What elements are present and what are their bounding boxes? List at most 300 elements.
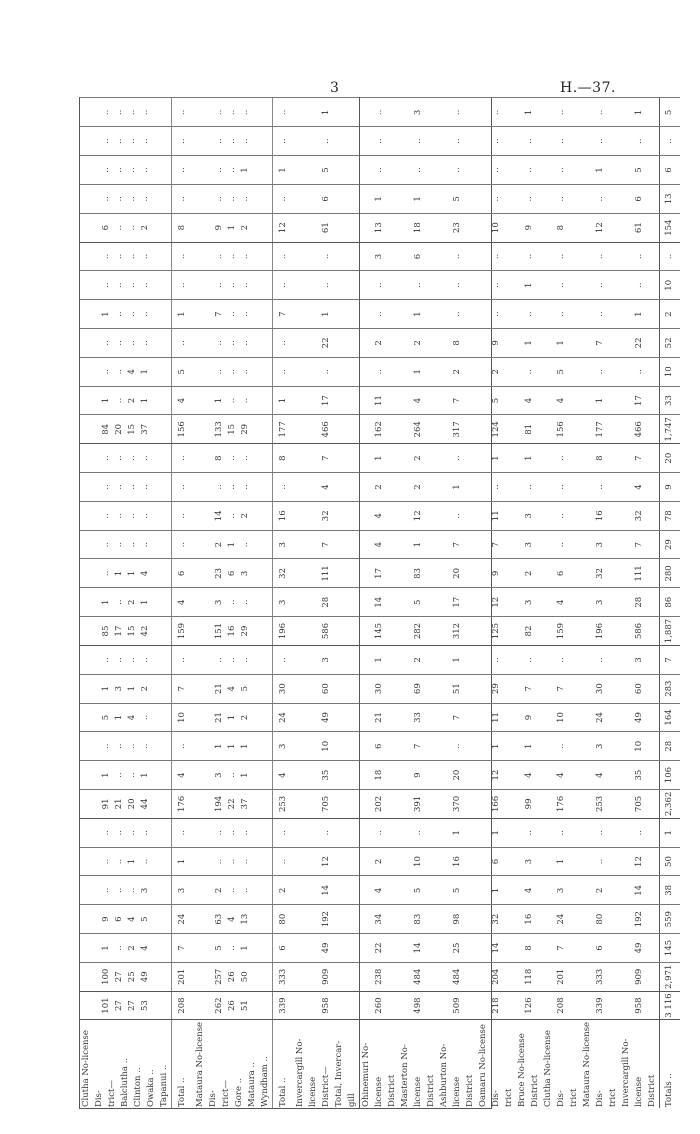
row-label: Bruce No-license District — [516, 1020, 542, 1108]
row-label: Clutha No-license Dis- trict— Balclutha .. Clinton .. Owaka .. Tapanui .. — [80, 1020, 172, 1108]
table-cell: 166 — [477, 790, 516, 819]
table-cell: 3 — [542, 876, 581, 905]
table-cell: 176 — [172, 790, 194, 819]
table-cell: 10 — [620, 732, 660, 761]
table-cell: 30 — [272, 674, 294, 703]
table-cell: .. — [477, 300, 516, 329]
table-cell: .. 1 1 4 — [80, 559, 172, 588]
table-cell: 2 — [399, 444, 438, 473]
table-cell: 14 — [360, 588, 400, 617]
table-cell: 12 — [620, 847, 660, 876]
table-cell: .. .. .. — [194, 271, 273, 300]
table-cell: .. — [581, 818, 620, 847]
table-cell: .. — [581, 645, 620, 674]
table-cell: 7 — [581, 329, 620, 358]
table-cell: 1 — [172, 847, 194, 876]
table-cell: .. — [516, 818, 542, 847]
table-cell: 20 — [438, 761, 477, 790]
table-cell: 6 — [542, 559, 581, 588]
table-cell: .. — [172, 645, 194, 674]
table-cell: 280 — [660, 559, 680, 588]
table-cell: 586 — [294, 617, 360, 646]
table-cell: 4 — [272, 761, 294, 790]
table-cell: .. .. .. .. — [80, 127, 172, 156]
table-cell: .. — [542, 184, 581, 213]
table-cell: 7 — [172, 674, 194, 703]
table-row — [294, 98, 360, 1108]
table-cell: 1 — [542, 847, 581, 876]
table-cell: 61 — [620, 213, 660, 242]
table-cell: 7 — [542, 674, 581, 703]
table-cell: 22 — [294, 329, 360, 358]
table-cell: 7 — [620, 530, 660, 559]
table-cell: 7 .. .. — [194, 300, 273, 329]
table-cell: .. — [399, 818, 438, 847]
table-cell: 333 — [272, 962, 294, 991]
table-cell: 1 1 1 — [194, 732, 273, 761]
table-cell: .. — [172, 271, 194, 300]
table-cell: 1 — [516, 98, 542, 127]
table-cell: 7 — [172, 934, 194, 963]
table-cell: 466 — [294, 415, 360, 444]
table-cell: 1 3 1 2 — [80, 674, 172, 703]
table-cell: 99 — [516, 790, 542, 819]
table-cell: .. — [477, 473, 516, 502]
statistics-table — [80, 98, 680, 1109]
table-cell: .. — [272, 818, 294, 847]
table-cell: 32 — [581, 559, 620, 588]
table-cell: .. .. .. .. — [80, 329, 172, 358]
table-cell: 4 — [172, 588, 194, 617]
table-cell: 484 — [399, 962, 438, 991]
table-cell: 32 — [477, 905, 516, 934]
table-cell: 2 — [272, 876, 294, 905]
table-cell: .. — [516, 127, 542, 156]
table-cell: 586 — [620, 617, 660, 646]
table-cell: 4 — [542, 588, 581, 617]
table-cell: 10 — [399, 847, 438, 876]
table-cell: 7 — [542, 934, 581, 963]
table-cell: 4 — [581, 761, 620, 790]
row-label: Totals .. — [660, 1020, 680, 1108]
table-cell: 28 — [294, 588, 360, 617]
table-cell: 29 — [660, 530, 680, 559]
table-cell: 3 .. .. — [194, 588, 273, 617]
table-cell: 11 — [477, 703, 516, 732]
table-cell: 20 — [660, 444, 680, 473]
table-cell: 4 — [516, 386, 542, 415]
table-cell: 49 — [294, 934, 360, 963]
table-cell: 49 — [620, 934, 660, 963]
table-cell: 16 — [272, 501, 294, 530]
table-cell: .. — [542, 242, 581, 271]
table-cell: 69 — [399, 674, 438, 703]
table-cell: 3 — [516, 588, 542, 617]
table-cell: .. — [581, 271, 620, 300]
table-row — [581, 98, 620, 1108]
table-row — [660, 98, 680, 1108]
table-cell: 22 — [360, 934, 400, 963]
table-cell: .. — [542, 127, 581, 156]
table-cell: 202 — [360, 790, 400, 819]
table-cell: .. — [172, 818, 194, 847]
table-cell: .. — [272, 98, 294, 127]
table-cell: 3 — [172, 876, 194, 905]
table-cell: .. — [294, 818, 360, 847]
table-cell: 101 27 27 53 — [80, 991, 172, 1020]
table-cell: 2 .. .. — [194, 876, 273, 905]
table-cell: .. .. .. — [194, 473, 273, 502]
table-cell: 162 — [360, 415, 400, 444]
table-cell: 1 — [516, 732, 542, 761]
table-cell: 1 — [477, 818, 516, 847]
table-cell: .. — [542, 98, 581, 127]
table-cell: .. — [542, 732, 581, 761]
table-cell: 24 — [581, 703, 620, 732]
table-cell: .. .. .. .. — [80, 184, 172, 213]
table-cell: 38 — [660, 876, 680, 905]
table-cell: 9 1 2 — [194, 213, 273, 242]
table-cell: 118 — [516, 962, 542, 991]
table-cell: .. — [477, 127, 516, 156]
table-body — [80, 98, 680, 1108]
table-cell: 10 — [477, 213, 516, 242]
table-cell: 2 — [438, 357, 477, 386]
table-cell: 5 1 4 .. — [80, 703, 172, 732]
row-label: Masterton No-license District — [399, 1020, 438, 1108]
table-cell: 4 — [542, 761, 581, 790]
table-cell: .. — [360, 357, 400, 386]
table-cell: 85 17 15 42 — [80, 617, 172, 646]
table-cell: 1 .. 2 1 — [80, 386, 172, 415]
table-cell: 52 — [660, 329, 680, 358]
table-cell: .. .. .. .. — [80, 98, 172, 127]
table-cell: 312 — [438, 617, 477, 646]
table-cell: 257 26 50 — [194, 962, 273, 991]
table-cell: 2 — [399, 645, 438, 674]
table-cell: 253 — [581, 790, 620, 819]
table-cell: 238 — [360, 962, 400, 991]
table-cell: 1 — [272, 386, 294, 415]
table-cell: 1 — [477, 444, 516, 473]
table-cell: .. — [516, 473, 542, 502]
table-cell: 8 — [516, 934, 542, 963]
table-cell: 100 27 25 49 — [80, 962, 172, 991]
table-cell: 49 — [620, 703, 660, 732]
table-cell: 1 — [438, 473, 477, 502]
table-cell: 14 .. 2 — [194, 501, 273, 530]
table-cell: .. .. .. .. — [80, 818, 172, 847]
table-row — [194, 98, 273, 1108]
table-cell: 1,747 — [660, 415, 680, 444]
table-cell: .. — [542, 818, 581, 847]
table-cell: 151 16 29 — [194, 617, 273, 646]
table-cell: .. — [360, 156, 400, 185]
table-row — [80, 98, 172, 1108]
table-cell: .. — [477, 184, 516, 213]
table-cell: 32 — [620, 501, 660, 530]
table-cell: 28 — [660, 732, 680, 761]
table-cell: 5 — [438, 876, 477, 905]
table-cell: 176 — [542, 790, 581, 819]
table-cell: 14 — [620, 876, 660, 905]
table-cell: .. — [620, 818, 660, 847]
table-cell: 16 — [516, 905, 542, 934]
table-row — [438, 98, 477, 1108]
table-cell: 78 — [660, 501, 680, 530]
table-cell: 5 — [477, 386, 516, 415]
table-cell: 1 .. 2 4 — [80, 934, 172, 963]
table-cell: 159 — [172, 617, 194, 646]
table-cell: 1 — [516, 329, 542, 358]
table-cell: 4 — [360, 876, 400, 905]
table-cell: 6 — [272, 934, 294, 963]
table-cell: .. — [581, 242, 620, 271]
table-cell: 3 — [581, 732, 620, 761]
table-cell: 3 — [516, 530, 542, 559]
table-cell: 1 — [620, 300, 660, 329]
table-cell: .. .. .. — [194, 184, 273, 213]
table-cell: 264 — [399, 415, 438, 444]
row-label: Clutha No-license Dis- trict — [542, 1020, 581, 1108]
table-cell: 23 — [438, 213, 477, 242]
table-cell: 4 — [620, 473, 660, 502]
table-cell: 34 — [360, 905, 400, 934]
table-cell: 9 — [477, 329, 516, 358]
table-cell: 17 — [438, 588, 477, 617]
table-cell: .. — [516, 300, 542, 329]
rotated-table-container — [80, 98, 675, 1108]
table-cell: 192 — [294, 905, 360, 934]
table-cell: 12 — [477, 588, 516, 617]
table-cell: 17 — [620, 386, 660, 415]
table-cell: 4 — [172, 386, 194, 415]
table-cell: 3 — [360, 242, 400, 271]
table-cell: 2,971 — [660, 962, 680, 991]
table-cell: .. — [294, 271, 360, 300]
table-cell: 8 — [438, 329, 477, 358]
table-cell: 317 — [438, 415, 477, 444]
table-cell: 8 — [542, 213, 581, 242]
table-cell: .. — [360, 818, 400, 847]
table-cell: 208 — [542, 991, 581, 1020]
table-cell: .. — [516, 645, 542, 674]
table-cell: .. — [477, 645, 516, 674]
table-cell: 1 — [438, 818, 477, 847]
table-cell: .. — [438, 501, 477, 530]
table-cell: 10 — [660, 271, 680, 300]
table-cell: 32 — [272, 559, 294, 588]
table-cell: 10 — [172, 703, 194, 732]
table-cell: .. — [516, 357, 542, 386]
table-cell: .. — [516, 242, 542, 271]
table-cell: 208 — [172, 991, 194, 1020]
table-cell: 2 — [516, 559, 542, 588]
table-cell: 1 — [542, 329, 581, 358]
table-cell: 5 — [399, 876, 438, 905]
table-cell: 86 — [660, 588, 680, 617]
table-cell: .. — [516, 184, 542, 213]
table-cell: 1 — [360, 444, 400, 473]
table-cell: .. .. .. .. — [80, 473, 172, 502]
table-cell: 12 — [294, 847, 360, 876]
table-cell: 282 — [399, 617, 438, 646]
table-cell: .. — [438, 127, 477, 156]
table-cell: 14 — [399, 934, 438, 963]
table-cell: 16 — [581, 501, 620, 530]
table-cell: .. — [172, 156, 194, 185]
table-cell: .. — [620, 271, 660, 300]
table-cell: 8 .. .. — [194, 444, 273, 473]
table-cell: .. — [620, 357, 660, 386]
table-cell: 4 — [542, 386, 581, 415]
table-cell: .. — [542, 156, 581, 185]
table-cell: 3 — [272, 530, 294, 559]
table-cell: 8 — [172, 213, 194, 242]
table-cell: 201 — [542, 962, 581, 991]
table-cell: 60 — [620, 674, 660, 703]
table-cell: 2,362 — [660, 790, 680, 819]
table-cell: 32 — [294, 501, 360, 530]
table-cell: .. — [360, 127, 400, 156]
table-cell: 126 — [516, 991, 542, 1020]
table-cell: 339 — [272, 991, 294, 1020]
table-cell: 6 — [172, 559, 194, 588]
table-cell: 13 — [360, 213, 400, 242]
table-cell: 3 — [581, 530, 620, 559]
table-cell: 12 — [581, 213, 620, 242]
table-cell: 14 — [294, 876, 360, 905]
table-cell: 339 — [581, 991, 620, 1020]
table-cell: 509 — [438, 991, 477, 1020]
table-cell: 6 — [477, 847, 516, 876]
table-cell: 4 — [516, 876, 542, 905]
table-cell: 84 20 15 37 — [80, 415, 172, 444]
table-cell: .. — [294, 242, 360, 271]
table-cell: .. — [516, 156, 542, 185]
table-cell: .. — [172, 242, 194, 271]
table-cell: 4 — [399, 386, 438, 415]
table-cell: 17 — [360, 559, 400, 588]
table-cell: 196 — [272, 617, 294, 646]
table-row — [172, 98, 194, 1108]
table-cell: .. — [620, 127, 660, 156]
table-row — [620, 98, 660, 1108]
table-cell: 2 1 .. — [194, 530, 273, 559]
table-cell: 18 — [360, 761, 400, 790]
table-cell: .. .. .. .. — [80, 530, 172, 559]
table-cell: .. — [542, 530, 581, 559]
table-cell: 3 — [581, 588, 620, 617]
table-cell: 7 — [294, 444, 360, 473]
table-cell: 3 116 — [660, 991, 680, 1020]
table-cell: 159 — [542, 617, 581, 646]
table-cell: 164 — [660, 703, 680, 732]
table-cell: 253 — [272, 790, 294, 819]
table-cell: 111 — [620, 559, 660, 588]
table-cell: 7 — [620, 444, 660, 473]
table-cell: 98 — [438, 905, 477, 934]
table-cell: 1 — [438, 645, 477, 674]
table-cell: .. — [438, 156, 477, 185]
table-cell: 8 — [581, 444, 620, 473]
table-cell: 12 — [399, 501, 438, 530]
table-cell: 2 — [399, 473, 438, 502]
table-cell: .. — [581, 357, 620, 386]
table-cell: .. — [360, 98, 400, 127]
table-cell: 1 — [294, 98, 360, 127]
table-cell: 1 — [620, 98, 660, 127]
table-cell: 192 — [620, 905, 660, 934]
table-cell: 5 — [660, 98, 680, 127]
table-cell: 35 — [620, 761, 660, 790]
table-cell: .. — [172, 98, 194, 127]
table-cell: .. — [272, 645, 294, 674]
table-cell: 177 — [581, 415, 620, 444]
table-cell: 7 — [272, 300, 294, 329]
table-cell: 262 26 51 — [194, 991, 273, 1020]
table-cell: 1 .. 2 1 — [80, 588, 172, 617]
table-cell: 218 — [477, 991, 516, 1020]
table-cell: .. — [172, 184, 194, 213]
table-cell: 9 — [516, 703, 542, 732]
table-cell: .. .. .. .. — [80, 501, 172, 530]
table-cell: .. .. .. — [194, 98, 273, 127]
table-cell: 11 — [360, 386, 400, 415]
table-cell: 194 22 37 — [194, 790, 273, 819]
row-label: Ashburton No-license District — [438, 1020, 477, 1108]
table-cell: 20 — [438, 559, 477, 588]
table-cell: 156 — [172, 415, 194, 444]
table-cell: .. — [172, 444, 194, 473]
table-cell: 80 — [272, 905, 294, 934]
table-cell: .. — [360, 300, 400, 329]
table-row — [399, 98, 438, 1108]
table-cell: 1 — [399, 184, 438, 213]
table-cell: 3 — [516, 501, 542, 530]
table-cell: .. .. .. — [194, 847, 273, 876]
table-cell: .. — [477, 156, 516, 185]
table-cell: 21 4 5 — [194, 674, 273, 703]
table-cell: 9 6 4 5 — [80, 905, 172, 934]
table-cell: 260 — [360, 991, 400, 1020]
row-label: Oamaru No-license Dis- trict — [477, 1020, 516, 1108]
table-cell: .. — [581, 184, 620, 213]
table-cell: 1 — [516, 444, 542, 473]
table-cell: 4 — [516, 761, 542, 790]
table-cell: 5 — [620, 156, 660, 185]
table-cell: 909 — [620, 962, 660, 991]
table-cell: 154 — [660, 213, 680, 242]
table-cell: 82 — [516, 617, 542, 646]
table-cell: .. — [581, 127, 620, 156]
table-cell: 705 — [620, 790, 660, 819]
table-cell: .. .. .. — [194, 357, 273, 386]
table-cell: .. — [542, 300, 581, 329]
table-cell: 5 — [399, 588, 438, 617]
table-cell: 30 — [581, 674, 620, 703]
table-cell: .. .. .. 3 — [80, 876, 172, 905]
table-cell: 9 — [660, 473, 680, 502]
table-cell: 10 — [294, 732, 360, 761]
row-label: Mataura No-license Dis- trict — [582, 1021, 618, 1107]
table-cell: .. — [294, 127, 360, 156]
table-cell: 35 — [294, 761, 360, 790]
table-cell: 4 — [294, 473, 360, 502]
table-cell: 7 — [516, 674, 542, 703]
table-cell: 1 — [660, 818, 680, 847]
table-cell: 30 — [360, 674, 400, 703]
